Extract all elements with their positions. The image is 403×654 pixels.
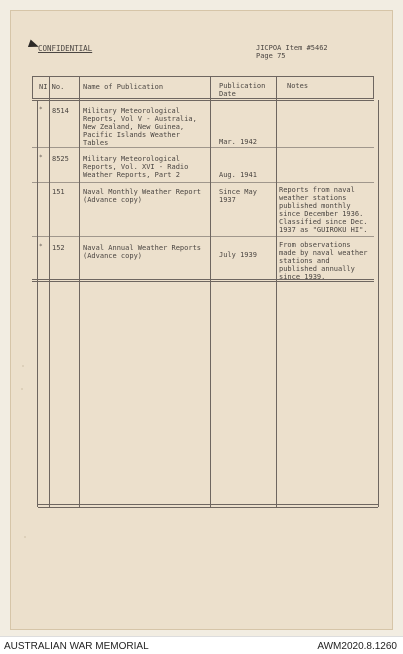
table-cell-date: Mar. 1942 bbox=[219, 138, 257, 146]
header-rule bbox=[32, 98, 374, 99]
archive-footer bbox=[0, 636, 403, 654]
paper-speck bbox=[24, 536, 26, 538]
table-cell-ni-no: 152 bbox=[52, 244, 65, 252]
table-bottom-rule bbox=[38, 504, 378, 505]
table-cell-date: July 1939 bbox=[219, 251, 257, 259]
column-rule bbox=[49, 76, 50, 507]
header-rule-double bbox=[32, 100, 374, 101]
column-rule bbox=[276, 76, 277, 507]
table-cell-notes: From observations made by naval weather stations and published annually since 1939. bbox=[279, 241, 368, 281]
row-marker: * bbox=[39, 154, 43, 161]
publication-table bbox=[32, 76, 374, 510]
table-cell-name: Military Meteorological Reports, Vol. XVI - Radio Weather Reports, Part 2 bbox=[83, 155, 189, 179]
row-marker: * bbox=[39, 243, 43, 250]
column-rule bbox=[79, 76, 80, 507]
paper-speck bbox=[21, 388, 23, 390]
table-cell-ni-no: 8514 bbox=[52, 107, 69, 115]
page-number: Page 75 bbox=[256, 52, 286, 60]
table-bottom-rule-double bbox=[38, 507, 378, 508]
column-header-date: Publication Date bbox=[219, 82, 266, 98]
row-marker: * bbox=[39, 106, 43, 113]
column-rule bbox=[37, 100, 38, 507]
row-rule bbox=[32, 182, 374, 183]
row-rule-double bbox=[32, 281, 374, 282]
column-rule bbox=[210, 76, 211, 507]
row-rule bbox=[32, 147, 374, 148]
item-reference bbox=[256, 44, 366, 60]
column-rule bbox=[373, 76, 374, 98]
table-cell-name: Naval Monthly Weather Report (Advance copy) bbox=[83, 188, 202, 204]
table-cell-name: Naval Annual Weather Reports (Advance copy) bbox=[83, 244, 202, 260]
table-cell-ni-no: 151 bbox=[52, 188, 65, 196]
institution-name: AUSTRALIAN WAR MEMORIAL bbox=[4, 641, 149, 652]
paper-speck bbox=[22, 365, 24, 367]
item-ref-text: JICPOA Item #5462 bbox=[256, 44, 328, 52]
table-cell-date: Aug. 1941 bbox=[219, 171, 257, 179]
column-header-notes: Notes bbox=[287, 82, 309, 90]
column-header-name: Name of Publication bbox=[83, 83, 164, 91]
table-top-rule bbox=[32, 76, 374, 77]
column-rule bbox=[378, 100, 379, 507]
table-cell-date: Since May 1937 bbox=[219, 188, 257, 204]
column-rule bbox=[32, 76, 33, 98]
row-rule bbox=[32, 236, 374, 237]
table-cell-notes: Reports from naval weather stations published monthly since December 1936. Classified since Dec. 1937 as "GUIROKU HI". bbox=[279, 186, 368, 234]
table-cell-ni-no: 8525 bbox=[52, 155, 69, 163]
classification-label: CONFIDENTIAL bbox=[38, 44, 93, 53]
accession-number: AWM2020.8.1260 bbox=[317, 641, 397, 652]
table-cell-name: Military Meteorological Reports, Vol V - Australia, New Zealand, New Guinea, Pacific Islands Weather Tables bbox=[83, 107, 197, 147]
column-header-ni-no: NI No. bbox=[39, 83, 65, 91]
